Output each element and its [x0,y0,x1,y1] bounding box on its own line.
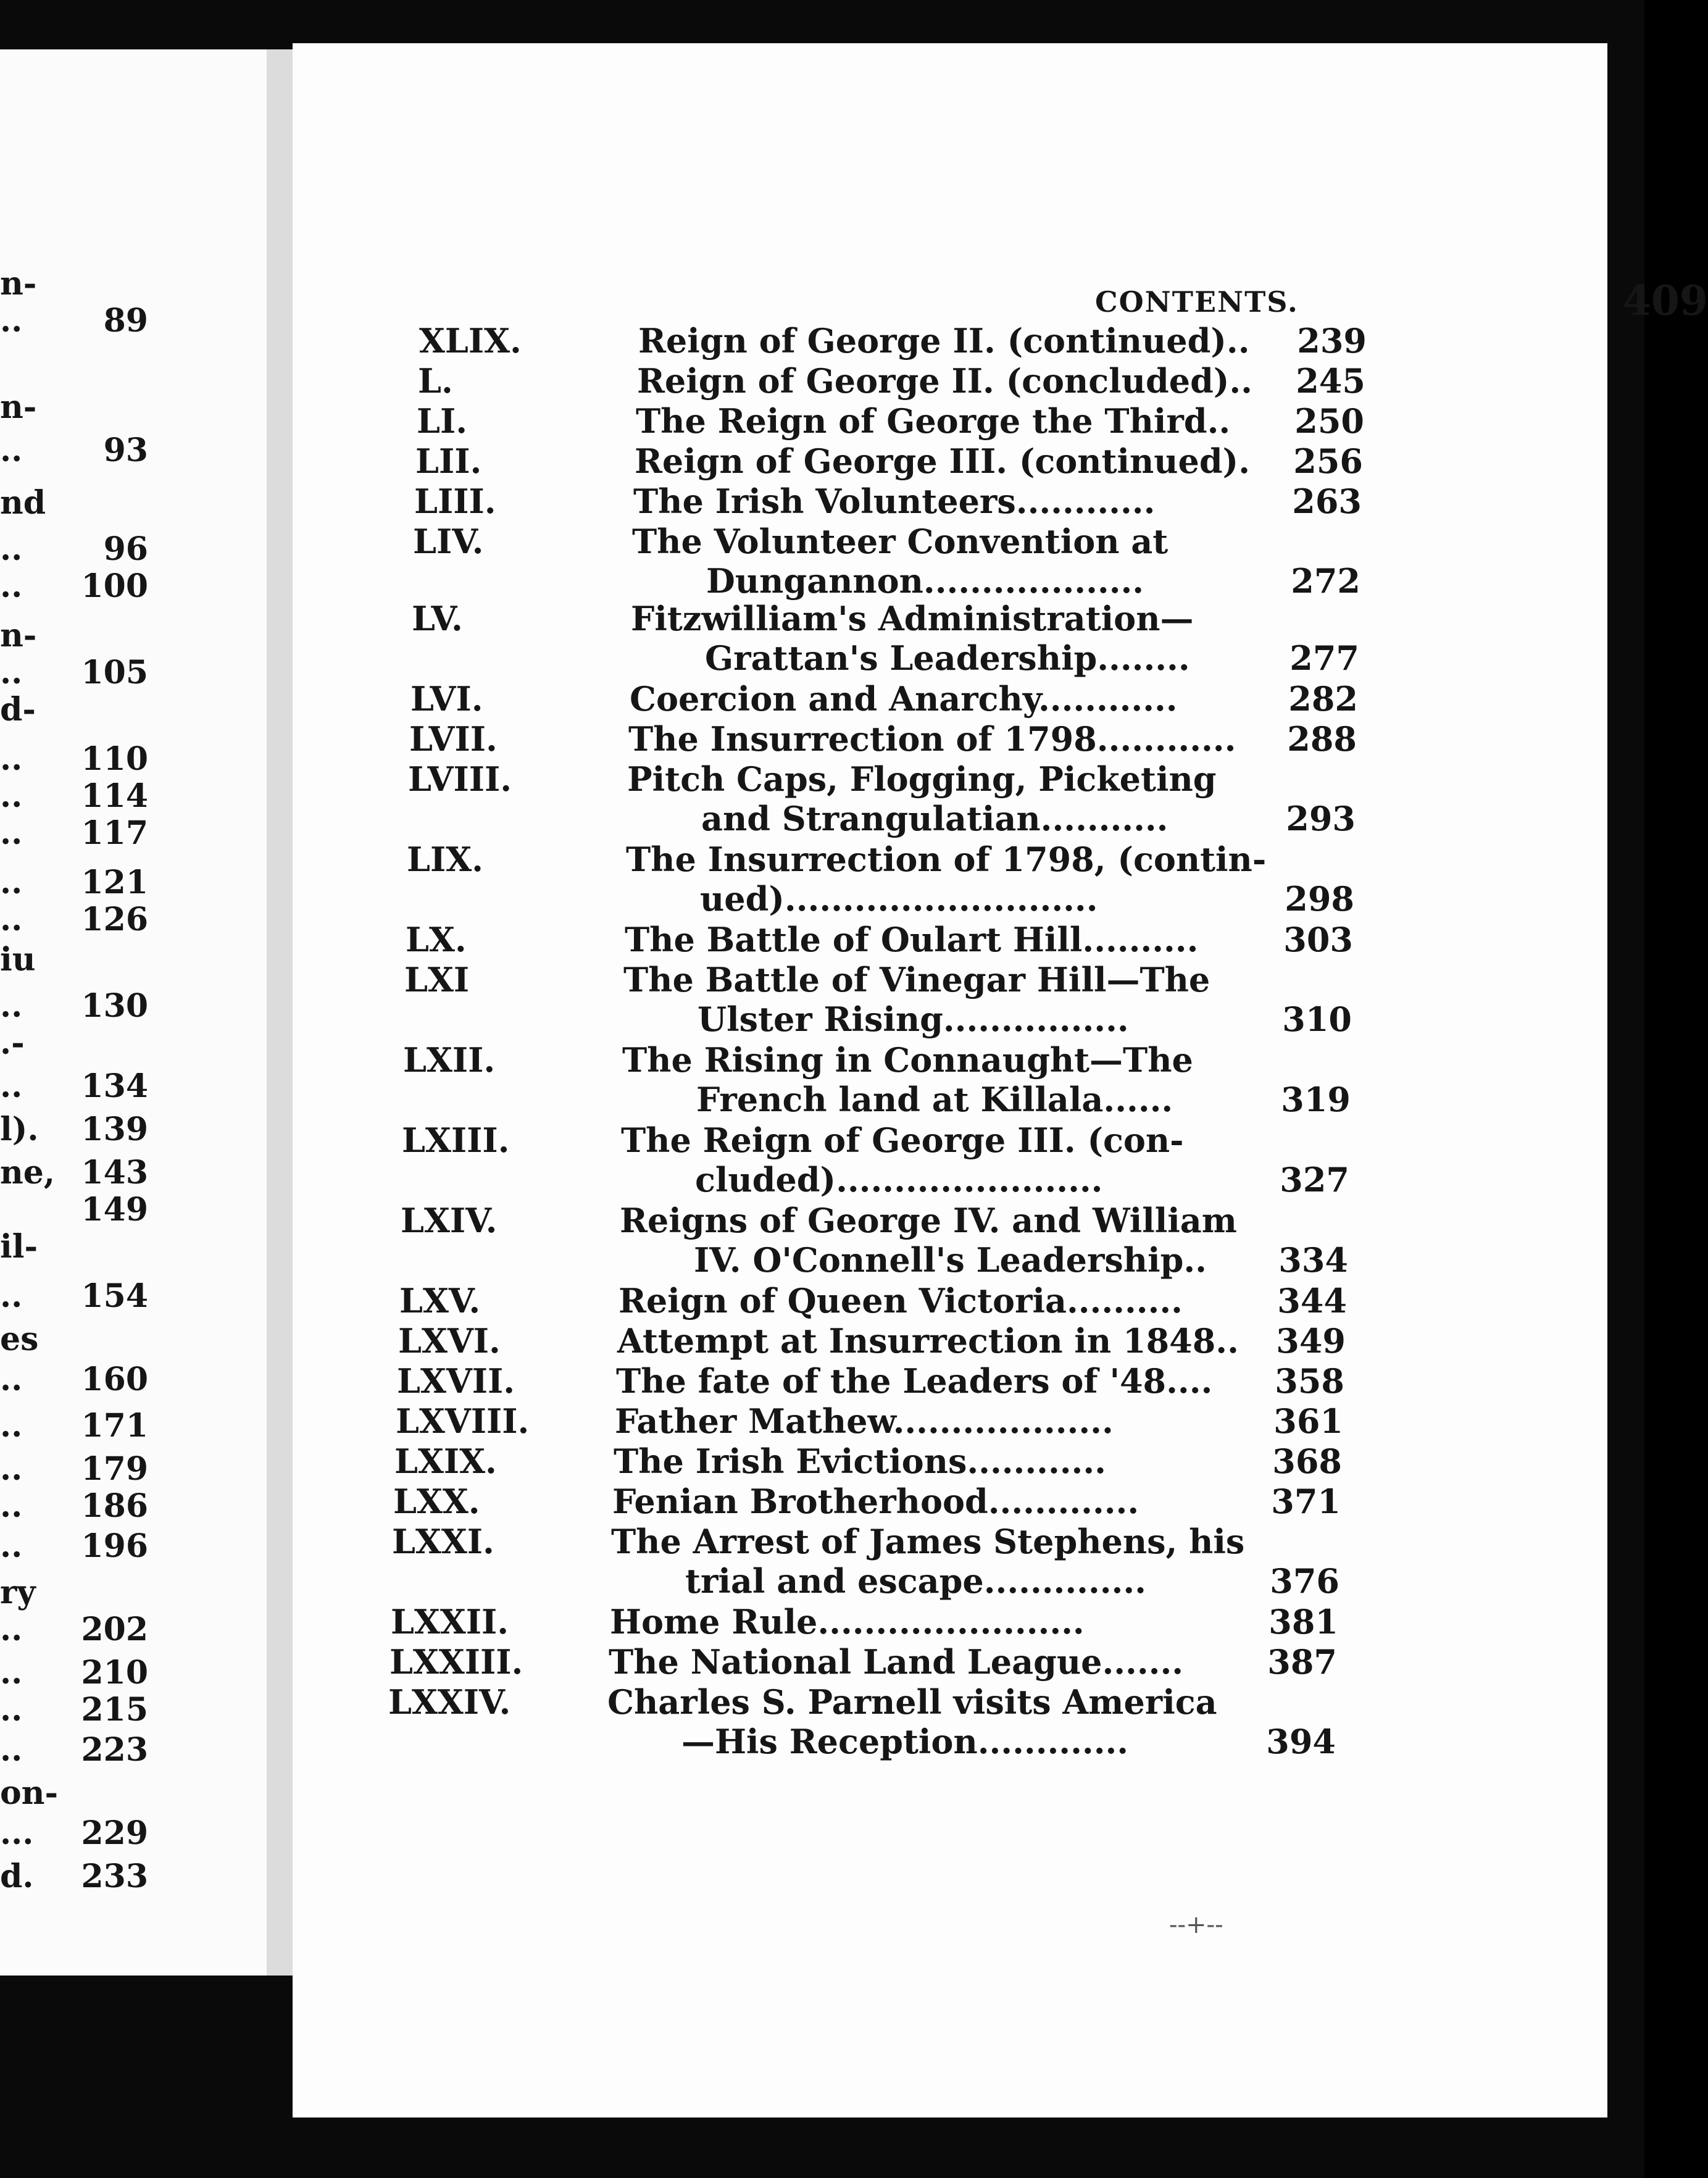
previous-page-line [0,1608,259,1651]
previous-page-line [0,1065,259,1108]
previous-page-number: 134 [81,1067,148,1105]
previous-page-number: 114 [81,777,148,815]
previous-page-fragment: ne, [0,1154,55,1191]
previous-page-fragment: .. [0,654,23,691]
chapter-title-line: Reign of George II. (concluded).. [637,361,1252,401]
chapter-title-line: Reign of Queen Victoria.......... [619,1281,1183,1321]
chapter-page-number: 272 [1291,561,1360,601]
previous-page-fragment: l). [0,1111,39,1148]
previous-page-number: 143 [81,1154,148,1191]
previous-page-number: 179 [81,1450,148,1488]
previous-page-fragment: ry [0,1574,36,1611]
chapter-title-line: The Irish Volunteers............ [633,482,1156,521]
chapter-numeral: LV. [412,599,463,638]
book-gutter [267,49,293,1976]
chapter-numeral: LXV. [399,1281,481,1321]
chapter-numeral: LXIII. [402,1120,510,1160]
chapter-title-line: French land at Killala...... [696,1080,1173,1119]
previous-page-fragment: .. [0,302,23,340]
chapter-title-line: The Battle of Vinegar Hill—The [623,960,1210,999]
chapter-page-number: 282 [1288,679,1358,719]
chapter-page-number: 334 [1278,1240,1348,1280]
chapter-title-line: Ulster Rising................ [698,999,1129,1039]
chapter-page-number: 303 [1283,920,1353,959]
previous-page-line [0,1108,259,1151]
chapter-page-number: 310 [1282,999,1352,1039]
previous-page-line [0,1772,259,1815]
chapter-numeral: LII. [415,441,482,481]
previous-page-fragment: iu [0,941,36,978]
previous-page-line [0,565,259,608]
contents-page [293,43,1708,2118]
previous-page-line [0,938,259,982]
previous-page-fragment: .. [0,432,23,469]
previous-page-fragment: .. [0,567,23,605]
chapter-numeral: LXIX. [394,1442,497,1481]
chapter-title-line: The Insurrection of 1798............ [628,719,1236,759]
chapter-page-number: 277 [1289,638,1359,678]
chapter-title-line: The Irish Evictions............ [614,1442,1106,1481]
previous-page-fragment: .. [0,1611,23,1648]
previous-page-number: 139 [81,1111,148,1148]
chapter-page-number: 245 [1296,361,1365,401]
chapter-numeral: LXX. [393,1482,480,1521]
chapter-page-number: 387 [1267,1642,1337,1682]
chapter-title-line: The Reign of George the Third.. [636,401,1231,441]
chapter-title-line: IV. O'Connell's Leadership.. [694,1240,1207,1280]
previous-page-line [0,1022,259,1065]
chapter-page-number: 319 [1281,1080,1351,1119]
chapter-title-line: Grattan's Leadership........ [705,638,1190,678]
previous-page-number: 196 [81,1527,148,1565]
chapter-page-number: 293 [1286,799,1356,838]
chapter-numeral: LXVII. [397,1361,515,1401]
previous-page-fragment: .. [0,1731,23,1769]
previous-page-fragment: .. [0,1361,23,1398]
chapter-numeral: LXXIII. [390,1642,523,1682]
chapter-numeral: LIX. [407,840,483,879]
previous-page-line [0,482,259,525]
chapter-page-number: 288 [1287,719,1357,759]
previous-page-number: 215 [81,1691,148,1729]
chapter-title-line: Coercion and Anarchy............ [630,679,1178,719]
chapter-title-line: The Arrest of James Stephens, his [611,1522,1245,1561]
page-number: 409 [1623,277,1708,325]
chapter-page-number: 358 [1275,1361,1344,1401]
previous-page-fragment: .. [0,901,23,938]
chapter-title-line: cluded)....................... [695,1160,1103,1200]
previous-page-fragment: .. [0,1691,23,1729]
previous-page-line [0,299,259,343]
chapter-title-line: Pitch Caps, Flogging, Picketing [627,759,1217,799]
previous-page-fragment: .. [0,864,23,901]
previous-page-line [0,1358,259,1401]
chapter-page-number: 298 [1285,879,1354,919]
previous-page-fragment: d- [0,691,36,728]
previous-page-fragment: n- [0,265,37,302]
chapter-title-line: —His Reception............. [681,1722,1129,1761]
previous-page-number: 233 [81,1858,148,1895]
previous-page-number: 202 [81,1611,148,1648]
previous-page-number: 210 [81,1654,148,1692]
chapter-title-line: Reign of George II. (continued).. [638,321,1250,361]
chapter-title-line: ued)........................... [700,879,1098,919]
chapter-title-line: Home Rule....................... [610,1602,1085,1642]
previous-page-line [0,1318,259,1361]
previous-page-fragment: .. [0,1407,23,1445]
chapter-title-line: The National Land League....... [609,1642,1184,1682]
chapter-title-line: and Strangulatian........... [701,799,1169,838]
previous-page-fragment: .. [0,740,23,778]
previous-page-fragment: .. [0,1450,23,1488]
chapter-page-number: 361 [1273,1401,1343,1441]
chapter-numeral: LIII. [414,482,496,521]
chapter-numeral: LXXII. [391,1602,509,1642]
chapter-title-line: Reigns of George IV. and William [620,1201,1237,1240]
previous-page-number: 160 [81,1361,148,1398]
previous-page-line [0,1812,259,1855]
previous-page-line [0,1275,259,1318]
previous-page-line [0,1225,259,1269]
chapter-numeral: LXII. [403,1040,496,1080]
previous-page-number: 110 [81,740,148,778]
previous-page-fragment: .. [0,1654,23,1692]
chapter-title-line: trial and escape.............. [685,1561,1146,1601]
previous-page-fragment: on- [0,1774,59,1812]
chapter-title-line: The Battle of Oulart Hill.......... [625,920,1199,959]
previous-page [0,49,269,1976]
chapter-page-number: 256 [1293,441,1363,481]
previous-page-number: 223 [81,1731,148,1769]
previous-page-fragment: es [0,1321,39,1358]
chapter-numeral: LXIV. [401,1201,498,1240]
previous-page-number: 96 [103,530,148,568]
previous-page-line [0,386,259,429]
chapter-page-number: 381 [1269,1602,1338,1642]
chapter-page-number: 394 [1266,1722,1336,1761]
previous-page-fragment: .. [0,814,23,852]
chapter-page-number: 327 [1280,1160,1349,1200]
previous-page-line [0,812,259,855]
chapter-numeral: LXXIV. [388,1682,511,1722]
chapter-numeral: LVI. [410,679,483,719]
previous-page-line [0,1688,259,1732]
previous-page-fragment: .. [0,1067,23,1105]
chapter-page-number: 263 [1292,482,1362,521]
chapter-title-line: Attempt at Insurrection in 1848.. [617,1321,1239,1361]
chapter-numeral: L. [418,361,453,401]
chapter-title-line: Fenian Brotherhood............. [612,1482,1139,1521]
chapter-numeral: LIV. [413,522,484,561]
previous-page-fragment: .. [0,987,23,1025]
previous-page-number: 149 [81,1191,148,1229]
bottom-ornament: --+-- [1169,1911,1223,1939]
previous-page-fragment: n- [0,388,37,426]
previous-page-line [0,1855,259,1898]
chapter-numeral: LXVIII. [396,1401,530,1441]
previous-page-fragment: .- [0,1024,25,1062]
previous-page-fragment: .. [0,530,23,568]
previous-page-number: 171 [81,1407,148,1445]
chapter-title-line: Father Mathew................... [615,1401,1114,1441]
previous-page-line [0,1525,259,1568]
previous-page-fragment: il- [0,1228,38,1266]
chapter-title-line: Fitzwilliam's Administration— [631,599,1194,638]
previous-page-number: 186 [81,1487,148,1525]
chapter-title-line: The fate of the Leaders of '48.... [616,1361,1213,1401]
previous-page-line [0,429,259,472]
previous-page-number: 126 [81,901,148,938]
previous-page-fragment: ... [0,1814,34,1852]
chapter-title-line: The Rising in Connaught—The [622,1040,1193,1080]
chapter-page-number: 239 [1297,321,1367,361]
previous-page-number: 117 [81,814,148,852]
chapter-page-number: 376 [1270,1561,1339,1601]
previous-page-number: 121 [81,864,148,901]
chapter-numeral: LVII. [409,719,498,759]
chapter-page-number: 371 [1271,1482,1341,1521]
previous-page-number: 100 [81,567,148,605]
previous-page-line [0,1729,259,1772]
previous-page-line [0,898,259,941]
running-head: CONTENTS. [1095,285,1299,319]
chapter-page-number: 344 [1277,1281,1347,1321]
previous-page-number: 89 [103,302,148,340]
previous-page-fragment: .. [0,777,23,815]
chapter-numeral: LI. [417,401,468,441]
previous-page-line [0,1404,259,1448]
previous-page-number: 130 [81,987,148,1025]
chapter-title-line: Reign of George III. (continued). [635,441,1250,481]
previous-page-number: 229 [81,1814,148,1852]
chapter-numeral: LVIII. [408,759,512,799]
chapter-page-number: 368 [1272,1442,1342,1481]
previous-page-fragment: nd [0,484,46,522]
chapter-numeral: LXI [404,960,470,999]
chapter-title-line: The Reign of George III. (con- [621,1120,1184,1160]
previous-page-fragment: .. [0,1277,23,1315]
previous-page-number: 105 [81,654,148,691]
previous-page-number: 154 [81,1277,148,1315]
previous-page-fragment: .. [0,1487,23,1525]
previous-page-line [0,688,259,732]
chapter-numeral: LX. [406,920,467,959]
chapter-numeral: XLIX. [419,321,522,361]
chapter-page-number: 349 [1276,1321,1346,1361]
previous-page-line [0,1485,259,1528]
chapter-title-line: Dungannon................... [706,561,1144,601]
previous-page-fragment: n- [0,617,37,654]
previous-page-fragment: d. [0,1858,34,1895]
previous-page-number: 93 [103,432,148,469]
chapter-title-line: The Volunteer Convention at [632,522,1169,561]
chapter-numeral: LXXI. [392,1522,494,1561]
chapter-numeral: LXVI. [398,1321,501,1361]
previous-page-fragment: .. [0,1527,23,1565]
chapter-page-number: 250 [1294,401,1364,441]
chapter-title-line: The Insurrection of 1798, (contin- [626,840,1267,879]
chapter-title-line: Charles S. Parnell visits America [607,1682,1217,1722]
